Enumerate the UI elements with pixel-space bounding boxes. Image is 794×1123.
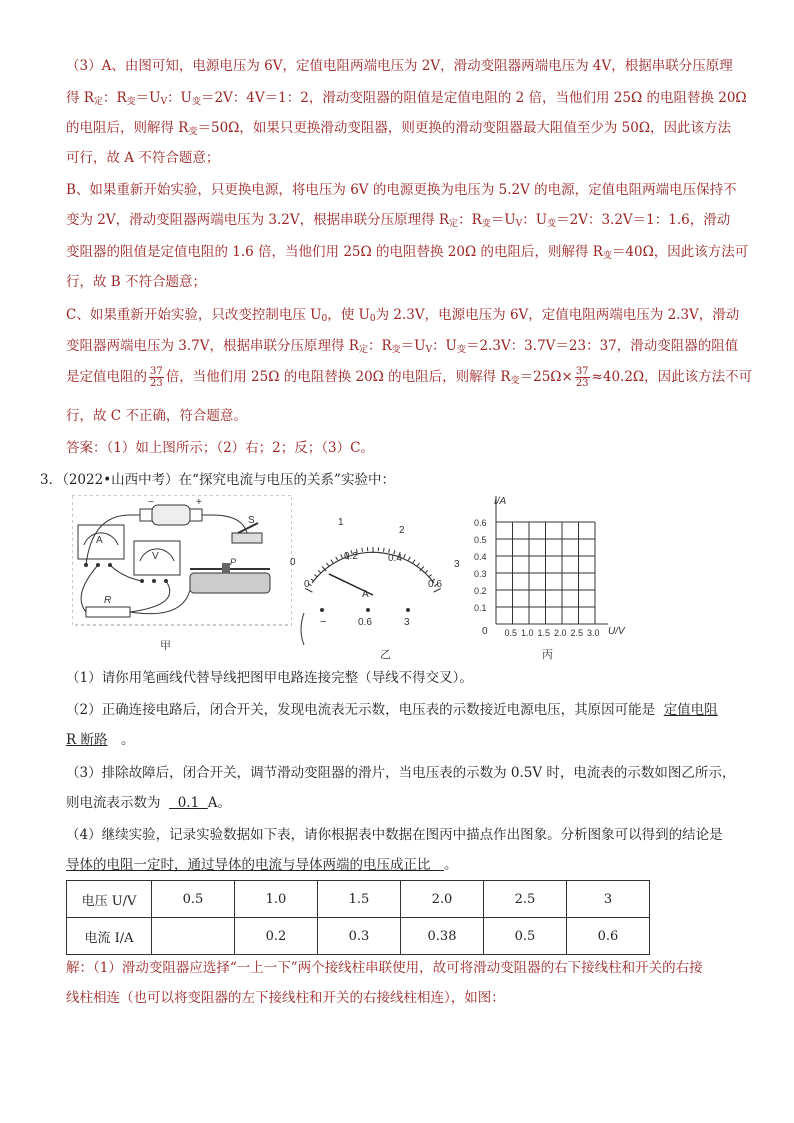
answer-blank: 定值电阻 bbox=[663, 702, 718, 718]
x-ticks bbox=[505, 628, 600, 638]
question-4: （4）继续实验，记录实验数据如下表，请你根据表中数据在图丙中描点作出图象。分析图象可以得到的结论是 bbox=[66, 827, 723, 843]
figure-yi bbox=[284, 505, 464, 663]
switch bbox=[232, 515, 262, 543]
x-tick-label: 3.0 bbox=[587, 628, 600, 638]
dial-unit: A bbox=[362, 589, 369, 600]
x-tick-label: 1.5 bbox=[537, 628, 551, 638]
dial-wire bbox=[301, 613, 304, 645]
table-cell: 1.5 bbox=[318, 881, 401, 918]
dial-top-tick-label: 3 bbox=[454, 559, 460, 570]
solution-line: B、如果重新开始实验，只更换电源，将电压为 6V 的电源更换为电压为 5.2V 的电源，定值电阻两端电压保持不 bbox=[66, 182, 737, 198]
dial-tick bbox=[362, 548, 363, 552]
question-3-cont: 则电流表示数为 0.1 A。 bbox=[66, 795, 232, 811]
solution-line: （3）A、由图可知，电源电压为 6V，定值电阻两端电压为 2V，滑动变阻器两端电压为 4V，根据串联分压原理 bbox=[66, 58, 733, 74]
solution-line: 解：（1）滑动变阻器应选择“一上一下”两个接线柱串联使用，故可将滑动变阻器的右下接线柱和开关的右接 bbox=[66, 960, 703, 976]
terminal bbox=[320, 608, 324, 612]
solution-line: 是定值电阻的 $\frac{37}{23}$ 倍，当他们用 25Ω 的电阻替换 20Ω 的电阻后，则解得 $R_变=25\Omega\times$ $\frac{37}{23}$ ≈40.2Ω，因此该方法不可 bbox=[66, 366, 753, 389]
x-tick-label: 2.0 bbox=[554, 628, 567, 638]
table-cell: 0.6 bbox=[567, 918, 650, 955]
y-tick-label: 0.2 bbox=[474, 586, 487, 596]
fraction: $\frac{37}{23}$ bbox=[575, 366, 589, 389]
terminal-label: − bbox=[320, 616, 327, 628]
solution-line: 变阻器两端电压为 3.7V，根据串联分压原理得 $R_定$：$R_变=U_V$：$U_变=2.3V$：3.7V＝23：37，滑动变阻器的阻值 bbox=[66, 338, 739, 355]
figure-jia bbox=[72, 495, 292, 660]
x-axis-label: U/V bbox=[608, 626, 625, 637]
y-tick-label: 0.5 bbox=[474, 535, 487, 545]
question-stem: 3．（2022•山西中考）在“探究电流与电压的关系”实验中： bbox=[40, 472, 395, 488]
resistor-label: R bbox=[104, 595, 112, 606]
dial-tick bbox=[425, 570, 428, 573]
table-row bbox=[67, 918, 650, 955]
dial-tick bbox=[331, 560, 333, 563]
dial-arc bbox=[312, 552, 434, 583]
figure-caption: 甲 bbox=[160, 640, 171, 652]
answer-blank: 0.1 bbox=[177, 795, 200, 811]
wire bbox=[130, 581, 170, 612]
dial-tick bbox=[314, 575, 317, 578]
fraction: $\frac{37}{23}$ bbox=[150, 366, 163, 389]
dial-tick bbox=[318, 570, 321, 573]
answer-blank: 导体的电阻一定时，通过导体的电流与导体两端的电压成正比 bbox=[66, 857, 431, 873]
origin-label: 0 bbox=[482, 626, 488, 637]
x-tick-label: 2.5 bbox=[570, 628, 584, 638]
question-3: （3）排除故障后，闭合开关，调节滑动变阻器的滑片，当电压表的示数为 0.5V 时，电流表的示数如图乙所示， bbox=[66, 765, 736, 781]
resistor bbox=[86, 595, 130, 617]
x-tick-label: 1.0 bbox=[521, 628, 534, 638]
terminal bbox=[366, 608, 370, 612]
dial-top-tick-label: 2 bbox=[399, 525, 405, 536]
solution-line: C、如果重新开始实验，只改变控制电压 $U_0$，使 $U_0$为 2.3V，电源电压为 6V，定值电阻两端电压为 2.3V，滑动 bbox=[66, 307, 740, 324]
table-cell: 2.0 bbox=[401, 881, 484, 918]
dial-bottom-tick-label: 0 bbox=[304, 579, 310, 590]
y-tick-label: 0.6 bbox=[474, 518, 487, 528]
answer-line: 答案：（1）如上图所示；（2）右；2；反；（3）C。 bbox=[66, 440, 374, 456]
terminal bbox=[406, 608, 410, 612]
table-cell: 3 bbox=[567, 881, 650, 918]
figure-caption: 乙 bbox=[380, 649, 391, 661]
dial-bottom-tick-label: 0.6 bbox=[428, 579, 442, 590]
ammeter-label: A bbox=[96, 535, 103, 546]
voltmeter bbox=[134, 541, 180, 583]
dial-tick bbox=[326, 563, 328, 566]
dial-top-tick-label: 1 bbox=[338, 517, 344, 528]
question-1: （1）请你用笔画线代替导线把图甲电路连接完整（导线不得交叉）。 bbox=[66, 670, 473, 686]
table-cell: 0.38 bbox=[401, 918, 484, 955]
row-label: 电流 I/A bbox=[67, 918, 152, 955]
question-2-cont: R 断路 。 bbox=[66, 732, 135, 748]
y-tick-label: 0.3 bbox=[474, 569, 487, 579]
y-tick-label: 0.4 bbox=[474, 552, 487, 562]
terminal-label: 0.6 bbox=[358, 617, 372, 628]
answer-blank: R 断路 bbox=[66, 732, 108, 748]
solution-line: 变为 2V，滑动变阻器两端电压为 3.2V，根据串联分压原理得 $R_定$：$R_变=U_V$：$U_变=2V$：3.2V＝1：1.6，滑动 bbox=[66, 212, 731, 229]
question-2: （2）正确连接电路后，闭合开关，发现电流表无示数，电压表的示数接近电源电压，其原因可能是 定值电阻 bbox=[66, 702, 718, 718]
dial-tick bbox=[341, 554, 343, 558]
graph-grid bbox=[496, 496, 608, 624]
wire bbox=[81, 565, 98, 612]
dial-tick bbox=[404, 554, 406, 558]
solution-line: 行，故 C 不正确，符合题意。 bbox=[66, 408, 247, 424]
x-tick-label: 0.5 bbox=[504, 628, 518, 638]
table-row bbox=[67, 881, 650, 918]
table-cell: 0.3 bbox=[318, 918, 401, 955]
table-cell: 0.5 bbox=[152, 881, 235, 918]
dial-top-tick-label: 0 bbox=[290, 557, 296, 568]
y-ticks bbox=[474, 518, 487, 613]
dial-tick bbox=[413, 560, 415, 563]
dial-tick bbox=[384, 548, 385, 552]
rheostat-slider-label: P bbox=[230, 557, 237, 567]
data-table bbox=[66, 880, 650, 955]
table-cell: 0.2 bbox=[235, 918, 318, 955]
voltmeter-label: V bbox=[152, 551, 159, 562]
dial-bottom-tick-label: 0.2 bbox=[344, 551, 358, 562]
dial-bottom-tick-label: 0.4 bbox=[388, 553, 402, 564]
dial-tick bbox=[428, 575, 431, 578]
table-cell: 0.5 bbox=[484, 918, 567, 955]
solution-line: 行，故 B 不符合题意； bbox=[66, 274, 207, 290]
battery-minus-label: − bbox=[148, 497, 154, 508]
table-cell: 2.5 bbox=[484, 881, 567, 918]
dial-tick bbox=[417, 563, 419, 566]
solution-line: 可行，故 A 不符合题意； bbox=[66, 150, 220, 166]
y-tick-label: 0.1 bbox=[474, 603, 487, 613]
solution-line: 得 $R_定$：$R_变=U_V$：$U_变=2V$：4V＝1：2，滑动变阻器的阻值是定值电阻的 2 倍，当他们用 25Ω 的电阻替换 20Ω bbox=[66, 90, 747, 107]
ammeter bbox=[78, 525, 124, 567]
table-cell bbox=[152, 918, 235, 955]
figure-bing bbox=[468, 492, 648, 664]
switch-label: S bbox=[248, 515, 255, 526]
terminal-label: 3 bbox=[404, 617, 410, 628]
table-cell: 1.0 bbox=[235, 881, 318, 918]
solution-line: 变阻器的阻值是定值电阻的 1.6 倍，当他们用 25Ω 的电阻替换 20Ω 的电阻后，则解得 $R_变=40\Omega$，因此该方法可 bbox=[66, 244, 749, 261]
solution-line: 线柱相连（也可以将变阻器的左下接线柱和开关的右接线柱相连），如图： bbox=[66, 990, 505, 1006]
battery bbox=[130, 497, 212, 525]
figure-caption: 丙 bbox=[542, 649, 553, 661]
dial-tick bbox=[336, 557, 338, 560]
question-4-cont: 导体的电阻一定时，通过导体的电流与导体两端的电压成正比 。 bbox=[66, 857, 458, 873]
row-label: 电压 U/V bbox=[67, 881, 152, 918]
dial-tick bbox=[408, 557, 410, 560]
rheostat bbox=[190, 557, 270, 593]
solution-line: 的电阻后，则解得 $R_变=50\Omega$，如果只更换滑动变阻器，则更换的滑动变阻器最大阻值至少为 50Ω，因此该方法 bbox=[66, 120, 732, 137]
y-axis-label: I/A bbox=[494, 496, 507, 507]
battery-plus-label: + bbox=[196, 497, 202, 508]
